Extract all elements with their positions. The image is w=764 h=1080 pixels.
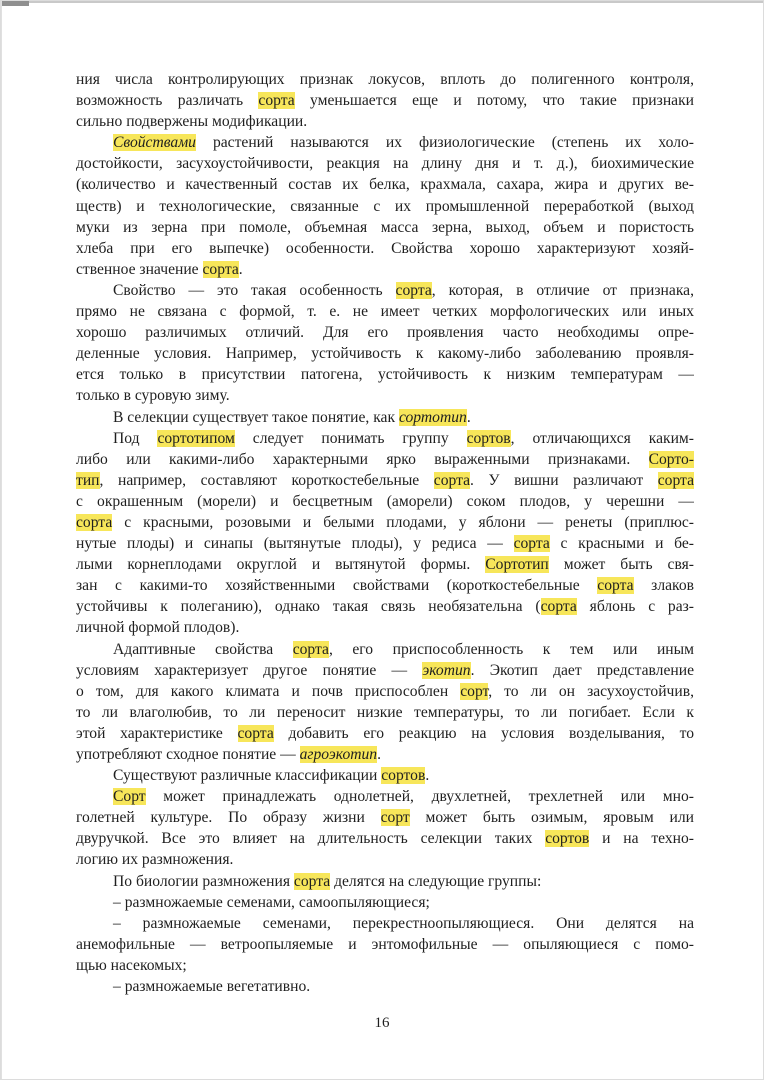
text-run: , отличающихся каким- <box>510 429 694 447</box>
highlighted-term: агроэкотип <box>299 746 378 763</box>
text-line <box>76 976 694 997</box>
text-run: Адаптивные свойства <box>113 640 293 658</box>
highlighted-term: сортов <box>466 429 511 447</box>
highlighted-term: Сорт <box>113 788 146 806</box>
text-run: (количество и качественный состав их белка, крахмала, сахара, жира и других ве- <box>76 176 694 194</box>
text-run: ственное значение <box>76 260 203 278</box>
text-line <box>76 913 694 934</box>
highlighted-term: сорта <box>597 577 634 595</box>
text-run: добавить его реакцию на условия возделывания, то <box>273 724 694 742</box>
text-line <box>76 301 694 322</box>
highlighted-term: экотип <box>422 661 471 679</box>
text-run: устойчивы к полеганию), однако такая связь необязательна ( <box>76 598 541 616</box>
text-line <box>76 660 694 681</box>
text-run: хлеба при его выпечке) особенности. Свойства хорошо характеризуют хозяй- <box>76 239 694 257</box>
text-run: может принадлежать однолетней, двухлетней, трехлетней или мно- <box>145 788 694 806</box>
text-run: , которая, в отличие от признака, <box>431 281 694 299</box>
text-run: следует понимать группу <box>234 429 467 447</box>
paragraph <box>76 132 694 280</box>
text-run: условиям характеризует другое понятие — <box>76 661 423 679</box>
text-run: нутые плоды) и синапы (вытянутые плоды), у редиса — <box>76 535 514 553</box>
text-run: то ли влаголюбив, то ли переносит низкие температуры, то ли погибает. Если к <box>76 703 694 721</box>
text-line <box>76 786 694 807</box>
highlighted-term: сорта <box>292 640 329 658</box>
text-line <box>76 617 694 638</box>
highlighted-term: Сорто- <box>648 450 694 468</box>
text-run: только в суровую зиму. <box>76 387 230 405</box>
text-line <box>76 575 694 596</box>
highlighted-term: сортов <box>381 767 426 785</box>
text-run: злаков <box>633 577 694 595</box>
text-run: с красными, розовыми и белыми плодами, у яблони — ренеты (приплюс- <box>112 513 694 531</box>
text-line <box>76 428 694 449</box>
text-line <box>76 744 694 765</box>
text-line <box>76 69 694 90</box>
highlighted-term: сорта <box>657 471 694 489</box>
text-run: . <box>466 408 471 426</box>
text-line <box>76 259 694 280</box>
text-run: По биологии размножения <box>113 872 294 890</box>
text-line <box>76 871 694 892</box>
text-line <box>76 343 694 364</box>
highlighted-term: сортотип <box>398 408 467 426</box>
text-line <box>76 849 694 870</box>
text-run: личной формой плодов). <box>76 619 240 637</box>
text-run: Свойство — это такая особенность <box>113 281 396 299</box>
text-run: может быть озимым, яровым или <box>409 809 694 827</box>
text-run: . Экотип дает представление <box>470 661 694 679</box>
text-line <box>76 238 694 259</box>
text-run: ществ) и технологические, связанные с их промышленной переработкой (выход <box>76 197 694 215</box>
text-run: сильно подвержены модификации. <box>76 113 308 131</box>
text-line <box>76 596 694 617</box>
text-run: деленные условия. Например, устойчивость к какому-либо заболеванию проявля- <box>76 345 694 363</box>
highlighted-term: сорта <box>258 92 295 110</box>
text-line <box>76 174 694 195</box>
text-line <box>76 639 694 660</box>
text-line <box>76 132 694 153</box>
text-run: возможность различать <box>76 92 259 110</box>
highlighted-term: сортов <box>545 830 590 848</box>
text-run: Существуют различные классификации <box>113 767 382 785</box>
text-line <box>76 364 694 385</box>
text-run: ния числа контролирующих признак локусов, вплоть до полигенного контроля, <box>76 71 694 88</box>
paragraph <box>76 428 694 639</box>
text-line <box>76 765 694 786</box>
text-run: щью насекомых; <box>76 956 187 974</box>
text-run: растений называются их физиологические (степень их холо- <box>195 134 694 152</box>
highlighted-term: сорт <box>380 809 410 827</box>
text-run: . У вишни различают <box>470 471 658 489</box>
text-line <box>76 723 694 744</box>
paragraph <box>76 639 694 766</box>
text-run: достойкости, засухоустойчивости, реакция на длину дня и т. д.), биохимические <box>76 155 694 173</box>
scan-artifact-left-edge <box>1 1 2 1079</box>
paragraph <box>76 765 694 786</box>
text-run: с окрашенным (морели) и бесцветным (аморели) соком плодов, у черешни — <box>76 492 694 510</box>
paragraph <box>76 280 694 407</box>
text-run: , его приспособленность к тем или иным <box>328 640 694 658</box>
text-line <box>76 533 694 554</box>
scan-artifact-top-edge <box>1 1 763 3</box>
text-run: яблонь с раз- <box>576 598 694 616</box>
paragraph <box>76 407 694 428</box>
text-line <box>76 111 694 132</box>
text-run: логию их размножения. <box>76 851 234 869</box>
text-line <box>76 807 694 828</box>
paragraph <box>76 892 694 913</box>
highlighted-term: сорта <box>395 281 432 299</box>
text-run: голетней культуре. По образу жизни <box>76 809 381 827</box>
text-line <box>76 217 694 238</box>
text-run: прямо не связана с формой, т. е. не имеет четких морфологических или иных <box>76 303 694 321</box>
text-run: . <box>238 260 243 278</box>
paragraph <box>76 913 694 976</box>
text-line <box>76 90 694 111</box>
highlighted-term: тип <box>76 471 100 489</box>
text-run: – размножаемые семенами, самоопыляющиеся; <box>113 893 430 911</box>
scan-artifact-corner <box>1 1 29 6</box>
text-line <box>76 196 694 217</box>
text-line <box>76 449 694 470</box>
text-run: двуручкой. Все это влияет на длительность селекции таких <box>76 830 546 848</box>
highlighted-term: сортотипом <box>157 429 235 447</box>
text-run: Под <box>113 429 158 447</box>
text-line <box>76 407 694 428</box>
highlighted-term: сорта <box>202 260 239 278</box>
text-line <box>76 280 694 301</box>
text-line <box>76 491 694 512</box>
paragraph <box>76 786 694 870</box>
highlighted-term: сорта <box>513 535 550 553</box>
text-run: этой характеристике <box>76 724 238 742</box>
text-run: муки из зерна при помоле, объемная масса зерна, выход, объем и пористость <box>76 218 694 236</box>
text-line <box>76 892 694 913</box>
text-run: уменьшается еще и потому, что такие признаки <box>294 92 694 110</box>
paragraph <box>76 69 694 132</box>
text-run: , то ли он засухоустойчив, <box>488 682 694 700</box>
highlighted-term: сорта <box>433 471 471 489</box>
text-run: о том, для какого климата и почв приспособлен <box>76 682 461 700</box>
text-run: и на техно- <box>589 830 694 848</box>
text-run: с красными и бе- <box>549 535 694 553</box>
text-run: зан с какими-то хозяйственными свойствами (короткостебельные <box>76 577 598 595</box>
text-line <box>76 955 694 976</box>
document-body <box>76 69 694 997</box>
highlighted-term: Сортотип <box>485 556 549 574</box>
text-run: . <box>425 767 430 785</box>
text-line <box>76 385 694 406</box>
text-run: ется только в присутствии патогена, устойчивость к низким температурам — <box>76 366 694 384</box>
text-run: либо или какими-либо характерными ярко выраженными признаками. <box>76 450 649 468</box>
text-run: делятся на следующие группы: <box>330 872 542 890</box>
text-run: , например, составляют короткостебельные <box>99 471 434 489</box>
highlighted-term: сорта <box>540 598 577 616</box>
text-line <box>76 470 694 491</box>
text-line <box>76 702 694 723</box>
text-run: анемофильные — ветроопыляемые и энтомофильные — опыляющиеся с помо- <box>76 935 694 953</box>
paragraph <box>76 976 694 997</box>
highlighted-term: сорта <box>293 872 331 890</box>
text-run: лыми корнеплодами округлой и вытянутой формы. <box>76 556 486 574</box>
highlighted-term: сорта <box>76 513 113 531</box>
text-run: хорошо различимых отличий. Для его проявления часто необходимы опре- <box>76 324 694 342</box>
text-line <box>76 681 694 702</box>
text-line <box>76 828 694 849</box>
text-run: употребляют сходное понятие — <box>76 746 300 763</box>
paragraph <box>76 871 694 892</box>
highlighted-term: Свойствами <box>113 134 196 152</box>
text-line <box>76 512 694 533</box>
text-line <box>76 153 694 174</box>
text-line <box>76 934 694 955</box>
text-run: . <box>377 746 382 763</box>
text-run: может быть свя- <box>548 556 694 574</box>
text-line <box>76 554 694 575</box>
text-run: В селекции существует такое понятие, как <box>113 408 399 426</box>
highlighted-term: сорт <box>460 682 489 700</box>
text-run: – размножаемые семенами, перекрестноопыляющиеся. Они делятся на <box>113 914 694 932</box>
text-run: – размножаемые вегетативно. <box>113 978 311 996</box>
highlighted-term: сорта <box>237 724 274 742</box>
text-line <box>76 322 694 343</box>
page-number: 16 <box>374 1015 390 1031</box>
